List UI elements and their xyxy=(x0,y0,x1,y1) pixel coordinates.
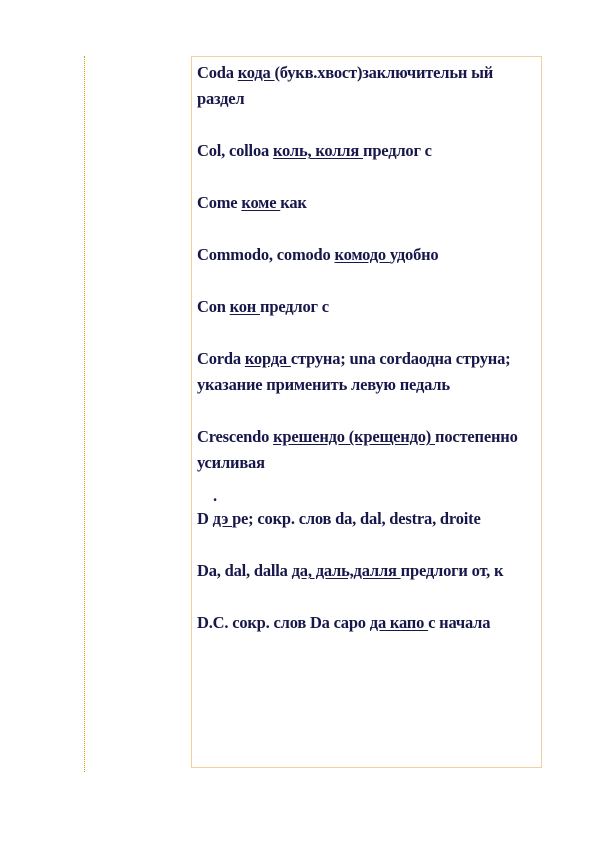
entry-reading: дэ xyxy=(212,509,233,528)
glossary-entry xyxy=(197,294,537,320)
entry-definition: предлоги от, к xyxy=(400,561,504,580)
entry-reading: крешендо (крещендо) xyxy=(273,427,436,446)
entry-reading: коль, колля xyxy=(272,141,364,160)
entry-reading: комодо xyxy=(334,245,390,264)
entry-definition: постепенно усиливая xyxy=(197,427,518,472)
entry-definition: удобно xyxy=(389,245,439,264)
glossary-entry xyxy=(197,558,537,584)
glossary-entry xyxy=(197,242,537,268)
entry-reading: кон xyxy=(229,297,261,316)
entry-definition: с начала xyxy=(428,613,491,632)
glossary-entry xyxy=(197,138,537,164)
entry-term: Come xyxy=(197,193,242,212)
glossary-entry xyxy=(197,346,537,398)
entry-reading: корда xyxy=(244,349,291,368)
glossary-entry xyxy=(197,190,537,216)
entry-definition: предлог с xyxy=(260,297,329,316)
entry-term: Crescendo xyxy=(197,427,274,446)
glossary-entry xyxy=(197,424,537,476)
entry-definition: (букв.хвост)заключительн ый раздел xyxy=(197,63,494,108)
entry-term: Da, dal, dalla xyxy=(197,561,292,580)
glossary-entries xyxy=(197,60,537,662)
entry-reading: да, даль,далля xyxy=(291,561,401,580)
glossary-entry xyxy=(197,610,537,636)
entry-reading: кода xyxy=(237,63,275,82)
stray-mark: . xyxy=(213,486,217,505)
entry-definition: как xyxy=(280,193,307,212)
glossary-entry xyxy=(197,60,537,112)
entry-term: Commodo, comodo xyxy=(197,245,335,264)
entry-definition: ре; сокр. слов da, dal, destra, droite xyxy=(232,509,481,528)
entry-definition: предлог с xyxy=(363,141,432,160)
entry-reading: да капо xyxy=(369,613,429,632)
entry-term: Col, colloa xyxy=(197,141,273,160)
entry-term: Corda xyxy=(197,349,245,368)
entry-term: D.C. сокр. слов Da capo xyxy=(197,613,370,632)
entry-term: Con xyxy=(197,297,230,316)
entry-term: Coda xyxy=(197,63,238,82)
glossary-entry xyxy=(197,506,537,532)
entry-definition: струна; una cordaодна струна; указание применить левую педаль xyxy=(197,349,511,394)
left-margin-line xyxy=(84,56,85,772)
entry-reading: коме xyxy=(241,193,281,212)
entry-term: D xyxy=(197,509,213,528)
